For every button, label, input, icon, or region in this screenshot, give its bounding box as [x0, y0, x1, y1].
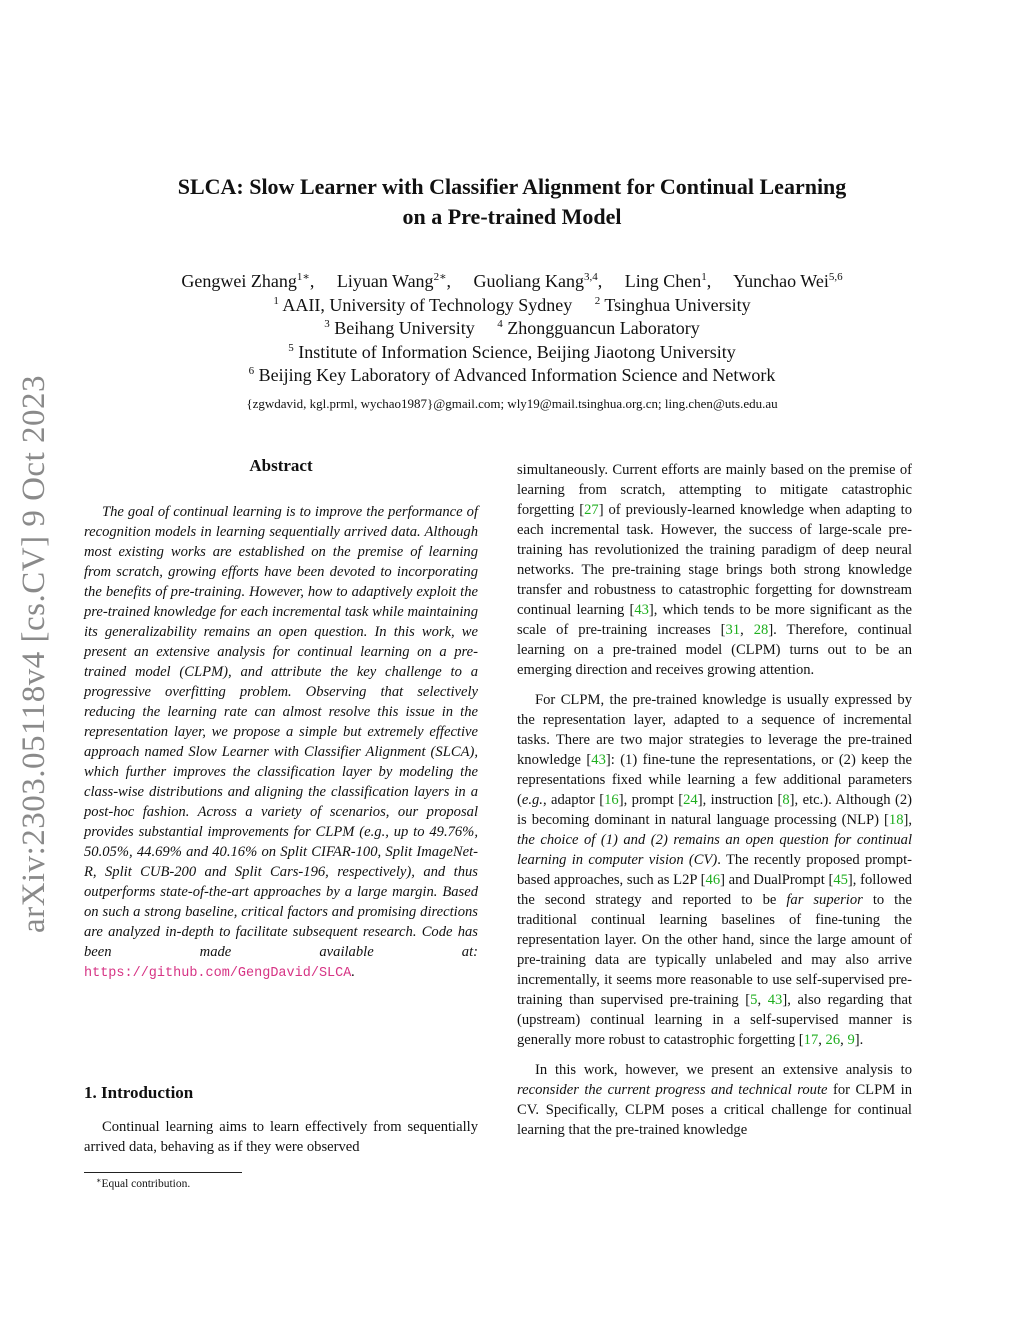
affiliation: $^3$ Beihang University — [324, 318, 475, 338]
affiliation: $^4$ Zhongguancun Laboratory — [497, 318, 700, 338]
paper-title-line2: on a Pre-trained Model — [402, 204, 622, 229]
citation-link[interactable]: 46 — [705, 872, 721, 888]
citation-link[interactable]: 18 — [888, 812, 904, 828]
citation-link[interactable]: 45 — [833, 872, 848, 888]
affiliation: $^1$ AAII, University of Technology Sydney — [273, 294, 573, 315]
citation-link[interactable]: 9 — [847, 1032, 855, 1048]
affiliation: $^2$ Tsinghua University — [594, 294, 751, 315]
emphasis-text: the choice of (1) and (2) remains an open question for continual learning in computer vision (CV) — [517, 832, 912, 868]
paragraph — [517, 460, 912, 680]
emphasis-text: e.g. — [521, 792, 543, 808]
paragraph — [517, 1060, 912, 1140]
emphasis-text: reconsider the current progress and technical route — [517, 1082, 828, 1098]
text-run: for CLPM in CV. Specifically, CLPM poses a critical challenge for continual learning that the pre-trained knowledge — [517, 1082, 912, 1138]
paragraph: Continual learning aims to learn effectively from sequentially arrived data, behaving as if they were observed — [84, 1119, 478, 1155]
arxiv-identifier — [6, 364, 62, 944]
text-run: ]. Therefore, continual learning on a pre-trained model (CLPM) turns out to be an emerging direction and receives growing attention. — [517, 622, 912, 678]
author-emails: {zgwdavid, kgl.prml, wychao1987}@gmail.com; wly19@mail.tsinghua.org.cn; ling.chen@uts.edu.au — [246, 395, 778, 411]
author: Ling Chen$^1$, — [624, 271, 712, 291]
text-run: For CLPM, the pre-trained knowledge is usually expressed by the representation layer, adapted to a sequence of incremental tasks. There are two major strategies to leverage the pre-trained knowledge [ — [517, 692, 912, 768]
footnote: ∗Equal contribution. — [96, 1176, 191, 1190]
text-run: ], followed the second strategy and reported to be — [517, 872, 912, 908]
affiliation: $^6$ Beijing Key Laboratory of Advanced Information Science and Network — [248, 365, 776, 385]
citation-link[interactable]: 43 — [591, 752, 606, 768]
introduction-left-text — [84, 1117, 478, 1167]
text-run: , — [740, 622, 754, 638]
text-run: ], instruction [ — [697, 792, 783, 808]
citation-link[interactable]: 26 — [825, 1032, 841, 1048]
text-run: ]. — [854, 1032, 864, 1048]
citation-link[interactable]: 27 — [584, 502, 599, 518]
footnote-divider — [84, 1172, 242, 1173]
code-link[interactable]: https://github.com/GengDavid/SLCA — [84, 966, 352, 981]
citation-link[interactable]: 28 — [753, 622, 769, 638]
text-run: ], — [903, 812, 912, 828]
citation-link[interactable]: 5 — [750, 992, 758, 1008]
citation-link[interactable]: 16 — [604, 792, 619, 808]
text-run: , adaptor [ — [542, 792, 605, 808]
text-run: ]: (1) fine-tune the representations, or (2) keep the representations fixed while learning a few additional parameters ( — [517, 752, 912, 808]
affiliation-line — [90, 294, 934, 318]
affiliation-line — [90, 317, 934, 341]
text-run: ] of previously-learned knowledge when adapting to each incremental task. However, the success of large-scale pre-training has revolutionized the training paradigm of deep neural networks. The pre-training stage brings both strong knowledge transfer and robustness to catastrophic forgetting for downstream continual learning [ — [517, 502, 912, 618]
text-run: simultaneously. Current efforts are mainly based on the premise of learning from scratch, attempting to mitigate catastrophic forgetting [ — [517, 462, 912, 518]
text-run: , — [818, 1032, 826, 1048]
paper-title — [90, 172, 934, 232]
text-run: ], etc.). Although (2) is becoming dominant in natural language processing (NLP) [ — [517, 792, 912, 828]
affiliation: $^5$ Institute of Information Science, Beijing Jiaotong University — [288, 341, 736, 362]
author: Guoliang Kang$^{3,4}$, — [473, 271, 603, 291]
citation-link[interactable]: 43 — [634, 602, 649, 618]
arxiv-identifier-text: arXiv:2303.05118v4 [cs.CV] 9 Oct 2023 — [15, 374, 52, 934]
text-run: In this work, however, we present an extensive analysis to — [535, 1062, 912, 1078]
text-run: ], prompt [ — [618, 792, 684, 808]
text-run: , — [840, 1032, 848, 1048]
author: Yunchao Wei$^{5,6}$ — [733, 271, 843, 291]
right-column — [517, 460, 912, 1150]
citation-link[interactable]: 31 — [725, 622, 741, 638]
text-run: to the traditional continual learning baselines of fine-tuning the representation layer. On the other hand, since the large amount of pre-training data are typically unlabeled and may also arrive incrementally, it seems more reasonable to use self-supervised pre-training than supervised pre-training [ — [517, 892, 913, 1008]
citation-link[interactable]: 24 — [683, 792, 698, 808]
citation-link[interactable]: 43 — [767, 992, 783, 1008]
citation-link[interactable]: 8 — [782, 792, 790, 808]
text-run: ], also regarding that (upstream) continual learning in a self-supervised manner is generally more robust to catastrophic forgetting [ — [517, 992, 913, 1048]
abstract-body: The goal of continual learning is to improve the performance of recognition models in learning sequentially arrived data. Although most existing works are established on the premise of learning from scratch, growing efforts have been devoted to incorporating the benefits of pre-training. However, how to adaptively exploit the pre-trained knowledge for each incremental task while maintaining its generalizability remains an open question. In this work, we present an extensive analysis for continual learning on a pre-trained model (CLPM), and attribute the key challenge to a progressive overfitting problem. Observing that selectively reducing the learning rate can almost resolve this issue in the representation layer, we propose a simple but extremely effective approach named Slow Learner with Classifier Alignment (SLCA), which further improves the classification layer by modeling the class-wise distributions and aligning the classification layers in a post-hoc fashion. Across a variety of scenarios, our proposal provides substantial improvements for CLPM (e.g., up to 49.76%, 50.05%, 44.69% and 40.16% on Split CIFAR-100, Split ImageNet-R, Split CUB-200 and Split Cars-196, respectively), and thus outperforms state-of-the-art approaches by a large margin. Based on such a strong baseline, critical factors and promising directions are analyzed in-depth to facilitate subsequent research. Code has been made available at: https://github.com/GengDavid/SLCA. — [84, 504, 478, 981]
text-run: ], which tends to be more significant as the scale of pre-training increases [ — [517, 602, 912, 638]
author: Gengwei Zhang$^{1∗}$, — [181, 271, 315, 291]
author-block — [90, 270, 934, 415]
paragraph — [517, 690, 912, 1050]
affiliation-line — [90, 364, 934, 388]
text-run: , — [757, 992, 768, 1008]
author: Liyuan Wang$^{2∗}$, — [336, 271, 452, 291]
section-heading-introduction: 1. Introduction — [84, 1083, 194, 1102]
paper-title-line1: SLCA: Slow Learner with Classifier Alignment for Continual Learning — [177, 174, 847, 199]
abstract-text: The goal of continual learning is to improve the performance of recognition models in learning sequentially arrived data. Although most existing works are established on the premise of learning from scratch, growing efforts have been devoted to incorporating the benefits of pre-training. However, how to adaptively exploit the pre-trained knowledge for each incremental task while maintaining its generalizability remains an open question. In this work, we present an extensive analysis for continual learning on a pre-trained model (CLPM), and attribute the key challenge to a progressive overfitting problem. Observing that selectively reducing the learning rate can almost resolve this issue in the representation layer, we propose a simple but extremely effective approach named Slow Learner with Classifier Alignment (SLCA), which further improves the classification layer by modeling the class-wise distributions and aligning the classification layers in a post-hoc fashion. Across a variety of scenarios, our proposal provides substantial improvements for CLPM (e.g., up to 49.76%, 50.05%, 44.69% and 40.16% on Split CIFAR-100, Split ImageNet-R, Split CUB-200 and Split Cars-196, respectively), and thus outperforms state-of-the-art approaches by a large margin. Based on such a strong baseline, critical factors and promising directions are analyzed in-depth to facilitate subsequent research. Code has been made available at: — [84, 504, 478, 960]
emphasis-text: far superior — [786, 892, 863, 908]
text-run: ] and DualPrompt [ — [720, 872, 834, 888]
affiliation-line — [90, 341, 934, 365]
abstract-heading: Abstract — [249, 456, 313, 475]
citation-link[interactable]: 17 — [803, 1032, 819, 1048]
author-list — [90, 270, 934, 294]
text-run: . The recently proposed prompt-based approaches, such as L2P [ — [517, 852, 912, 888]
